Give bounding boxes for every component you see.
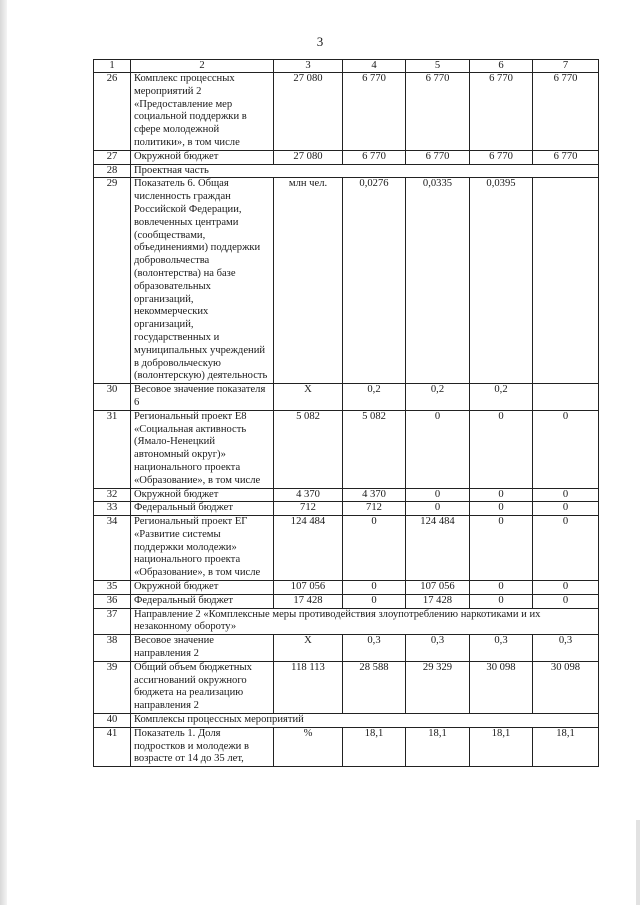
- value-cell-c7: 0: [533, 488, 599, 502]
- table-row: [94, 661, 599, 713]
- value-cell-c7: [533, 384, 599, 411]
- value-cell-c5: 0: [406, 488, 470, 502]
- value-cell-c7: 0: [533, 516, 599, 581]
- value-cell-c5: 17 428: [406, 594, 470, 608]
- value-cell-c4: 4 370: [343, 488, 406, 502]
- value-cell-c5: 6 770: [406, 150, 470, 164]
- column-header: 1: [94, 60, 131, 73]
- value-cell-c6: 6 770: [470, 150, 533, 164]
- value-cell-c3: млн чел.: [274, 178, 343, 384]
- value-cell-c6: 18,1: [470, 727, 533, 766]
- row-number-cell: 27: [94, 150, 131, 164]
- value-cell-c7: 0: [533, 581, 599, 595]
- table-row: [94, 150, 599, 164]
- budget-table: [93, 59, 599, 767]
- table-row: [94, 178, 599, 384]
- value-cell-c4: 0: [343, 594, 406, 608]
- value-cell-c6: 6 770: [470, 73, 533, 151]
- value-cell-c4: 6 770: [343, 150, 406, 164]
- value-cell-c5: 0,0335: [406, 178, 470, 384]
- value-cell-c4: 0: [343, 581, 406, 595]
- table-row: [94, 502, 599, 516]
- value-cell-c7: 18,1: [533, 727, 599, 766]
- value-cell-c5: 0: [406, 410, 470, 488]
- row-name-cell: Региональный проект ЕГ «Развитие системы поддержки молодежи» национального проекта «Образование», в том числе: [131, 516, 274, 581]
- value-cell-c4: 0,2: [343, 384, 406, 411]
- value-cell-c3: 124 484: [274, 516, 343, 581]
- value-cell-c5: 124 484: [406, 516, 470, 581]
- value-cell-c7: 6 770: [533, 73, 599, 151]
- row-number-cell: 29: [94, 178, 131, 384]
- row-name-cell: Федеральный бюджет: [131, 594, 274, 608]
- value-cell-c6: 0,3: [470, 635, 533, 662]
- row-name-cell: Окружной бюджет: [131, 581, 274, 595]
- value-cell-c5: 0,3: [406, 635, 470, 662]
- value-cell-c6: 0: [470, 594, 533, 608]
- table-row: [94, 384, 599, 411]
- value-cell-c7: 0: [533, 410, 599, 488]
- value-cell-c3: 17 428: [274, 594, 343, 608]
- row-name-cell: Показатель 1. Доля подростков и молодежи в возрасте от 14 до 35 лет,: [131, 727, 274, 766]
- column-header: 4: [343, 60, 406, 73]
- value-cell-c3: 118 113: [274, 661, 343, 713]
- row-number-cell: 32: [94, 488, 131, 502]
- table-row: [94, 581, 599, 595]
- row-name-cell: Комплексы процессных мероприятий: [131, 714, 599, 728]
- value-cell-c6: 0,0395: [470, 178, 533, 384]
- row-number-cell: 34: [94, 516, 131, 581]
- row-name-cell: Направление 2 «Комплексные меры противодействия злоупотреблению наркотиками и их незаконному обороту»: [131, 608, 599, 635]
- column-header: 3: [274, 60, 343, 73]
- scan-left-edge: [0, 0, 7, 905]
- value-cell-c5: 18,1: [406, 727, 470, 766]
- table-row: [94, 727, 599, 766]
- value-cell-c3: Х: [274, 635, 343, 662]
- value-cell-c5: 6 770: [406, 73, 470, 151]
- value-cell-c3: Х: [274, 384, 343, 411]
- table-row: [94, 635, 599, 662]
- column-header: 6: [470, 60, 533, 73]
- value-cell-c3: 27 080: [274, 150, 343, 164]
- row-name-cell: Комплекс процессных мероприятий 2 «Предоставление мер социальной поддержки в сфере молодежной политики», в том числе: [131, 73, 274, 151]
- row-name-cell: Показатель 6. Общая численность граждан Российской Федерации, вовлеченных центрами (сообществами, объединениями) поддержки добровольчества (волонтерства) на базе образовательных организаций, некоммерческих организаций, государственных и муниципальных учреждений в добровольческую (волонтерскую) деятельность: [131, 178, 274, 384]
- table-header-row: [94, 60, 599, 73]
- row-number-cell: 39: [94, 661, 131, 713]
- scan-right-edge: [636, 820, 640, 905]
- value-cell-c4: 18,1: [343, 727, 406, 766]
- value-cell-c4: 0,0276: [343, 178, 406, 384]
- value-cell-c4: 5 082: [343, 410, 406, 488]
- value-cell-c7: [533, 178, 599, 384]
- value-cell-c7: 0: [533, 502, 599, 516]
- row-name-cell: Проектная часть: [131, 164, 599, 178]
- row-name-cell: Весовое значение направления 2: [131, 635, 274, 662]
- value-cell-c5: 0,2: [406, 384, 470, 411]
- column-header: 7: [533, 60, 599, 73]
- value-cell-c7: 6 770: [533, 150, 599, 164]
- row-name-cell: Весовое значение показателя 6: [131, 384, 274, 411]
- value-cell-c4: 0: [343, 516, 406, 581]
- value-cell-c4: 28 588: [343, 661, 406, 713]
- value-cell-c3: 4 370: [274, 488, 343, 502]
- value-cell-c3: 5 082: [274, 410, 343, 488]
- table-row: [94, 608, 599, 635]
- column-header: 5: [406, 60, 470, 73]
- row-number-cell: 37: [94, 608, 131, 635]
- row-name-cell: Региональный проект Е8 «Социальная активность (Ямало-Ненецкий автономный округ)» национального проекта «Образование», в том числе: [131, 410, 274, 488]
- table-row: [94, 714, 599, 728]
- row-number-cell: 28: [94, 164, 131, 178]
- page-number: 3: [316, 34, 324, 49]
- table-row: [94, 73, 599, 151]
- value-cell-c6: 30 098: [470, 661, 533, 713]
- table-row: [94, 488, 599, 502]
- row-number-cell: 30: [94, 384, 131, 411]
- value-cell-c5: 0: [406, 502, 470, 516]
- table-row: [94, 594, 599, 608]
- row-number-cell: 40: [94, 714, 131, 728]
- value-cell-c6: 0: [470, 516, 533, 581]
- row-number-cell: 35: [94, 581, 131, 595]
- value-cell-c6: 0,2: [470, 384, 533, 411]
- value-cell-c4: 712: [343, 502, 406, 516]
- row-name-cell: Окружной бюджет: [131, 488, 274, 502]
- table-row: [94, 516, 599, 581]
- value-cell-c7: 30 098: [533, 661, 599, 713]
- row-name-cell: Общий объем бюджетных ассигнований окружного бюджета на реализацию направления 2: [131, 661, 274, 713]
- value-cell-c7: 0: [533, 594, 599, 608]
- value-cell-c6: 0: [470, 488, 533, 502]
- value-cell-c6: 0: [470, 581, 533, 595]
- value-cell-c5: 29 329: [406, 661, 470, 713]
- value-cell-c7: 0,3: [533, 635, 599, 662]
- value-cell-c4: 0,3: [343, 635, 406, 662]
- row-number-cell: 36: [94, 594, 131, 608]
- column-header: 2: [131, 60, 274, 73]
- row-number-cell: 38: [94, 635, 131, 662]
- value-cell-c5: 107 056: [406, 581, 470, 595]
- value-cell-c3: %: [274, 727, 343, 766]
- value-cell-c6: 0: [470, 410, 533, 488]
- row-number-cell: 33: [94, 502, 131, 516]
- row-name-cell: Федеральный бюджет: [131, 502, 274, 516]
- value-cell-c6: 0: [470, 502, 533, 516]
- value-cell-c3: 712: [274, 502, 343, 516]
- row-number-cell: 41: [94, 727, 131, 766]
- row-number-cell: 31: [94, 410, 131, 488]
- value-cell-c3: 107 056: [274, 581, 343, 595]
- row-number-cell: 26: [94, 73, 131, 151]
- value-cell-c4: 6 770: [343, 73, 406, 151]
- table-row: [94, 410, 599, 488]
- row-name-cell: Окружной бюджет: [131, 150, 274, 164]
- value-cell-c3: 27 080: [274, 73, 343, 151]
- table-row: [94, 164, 599, 178]
